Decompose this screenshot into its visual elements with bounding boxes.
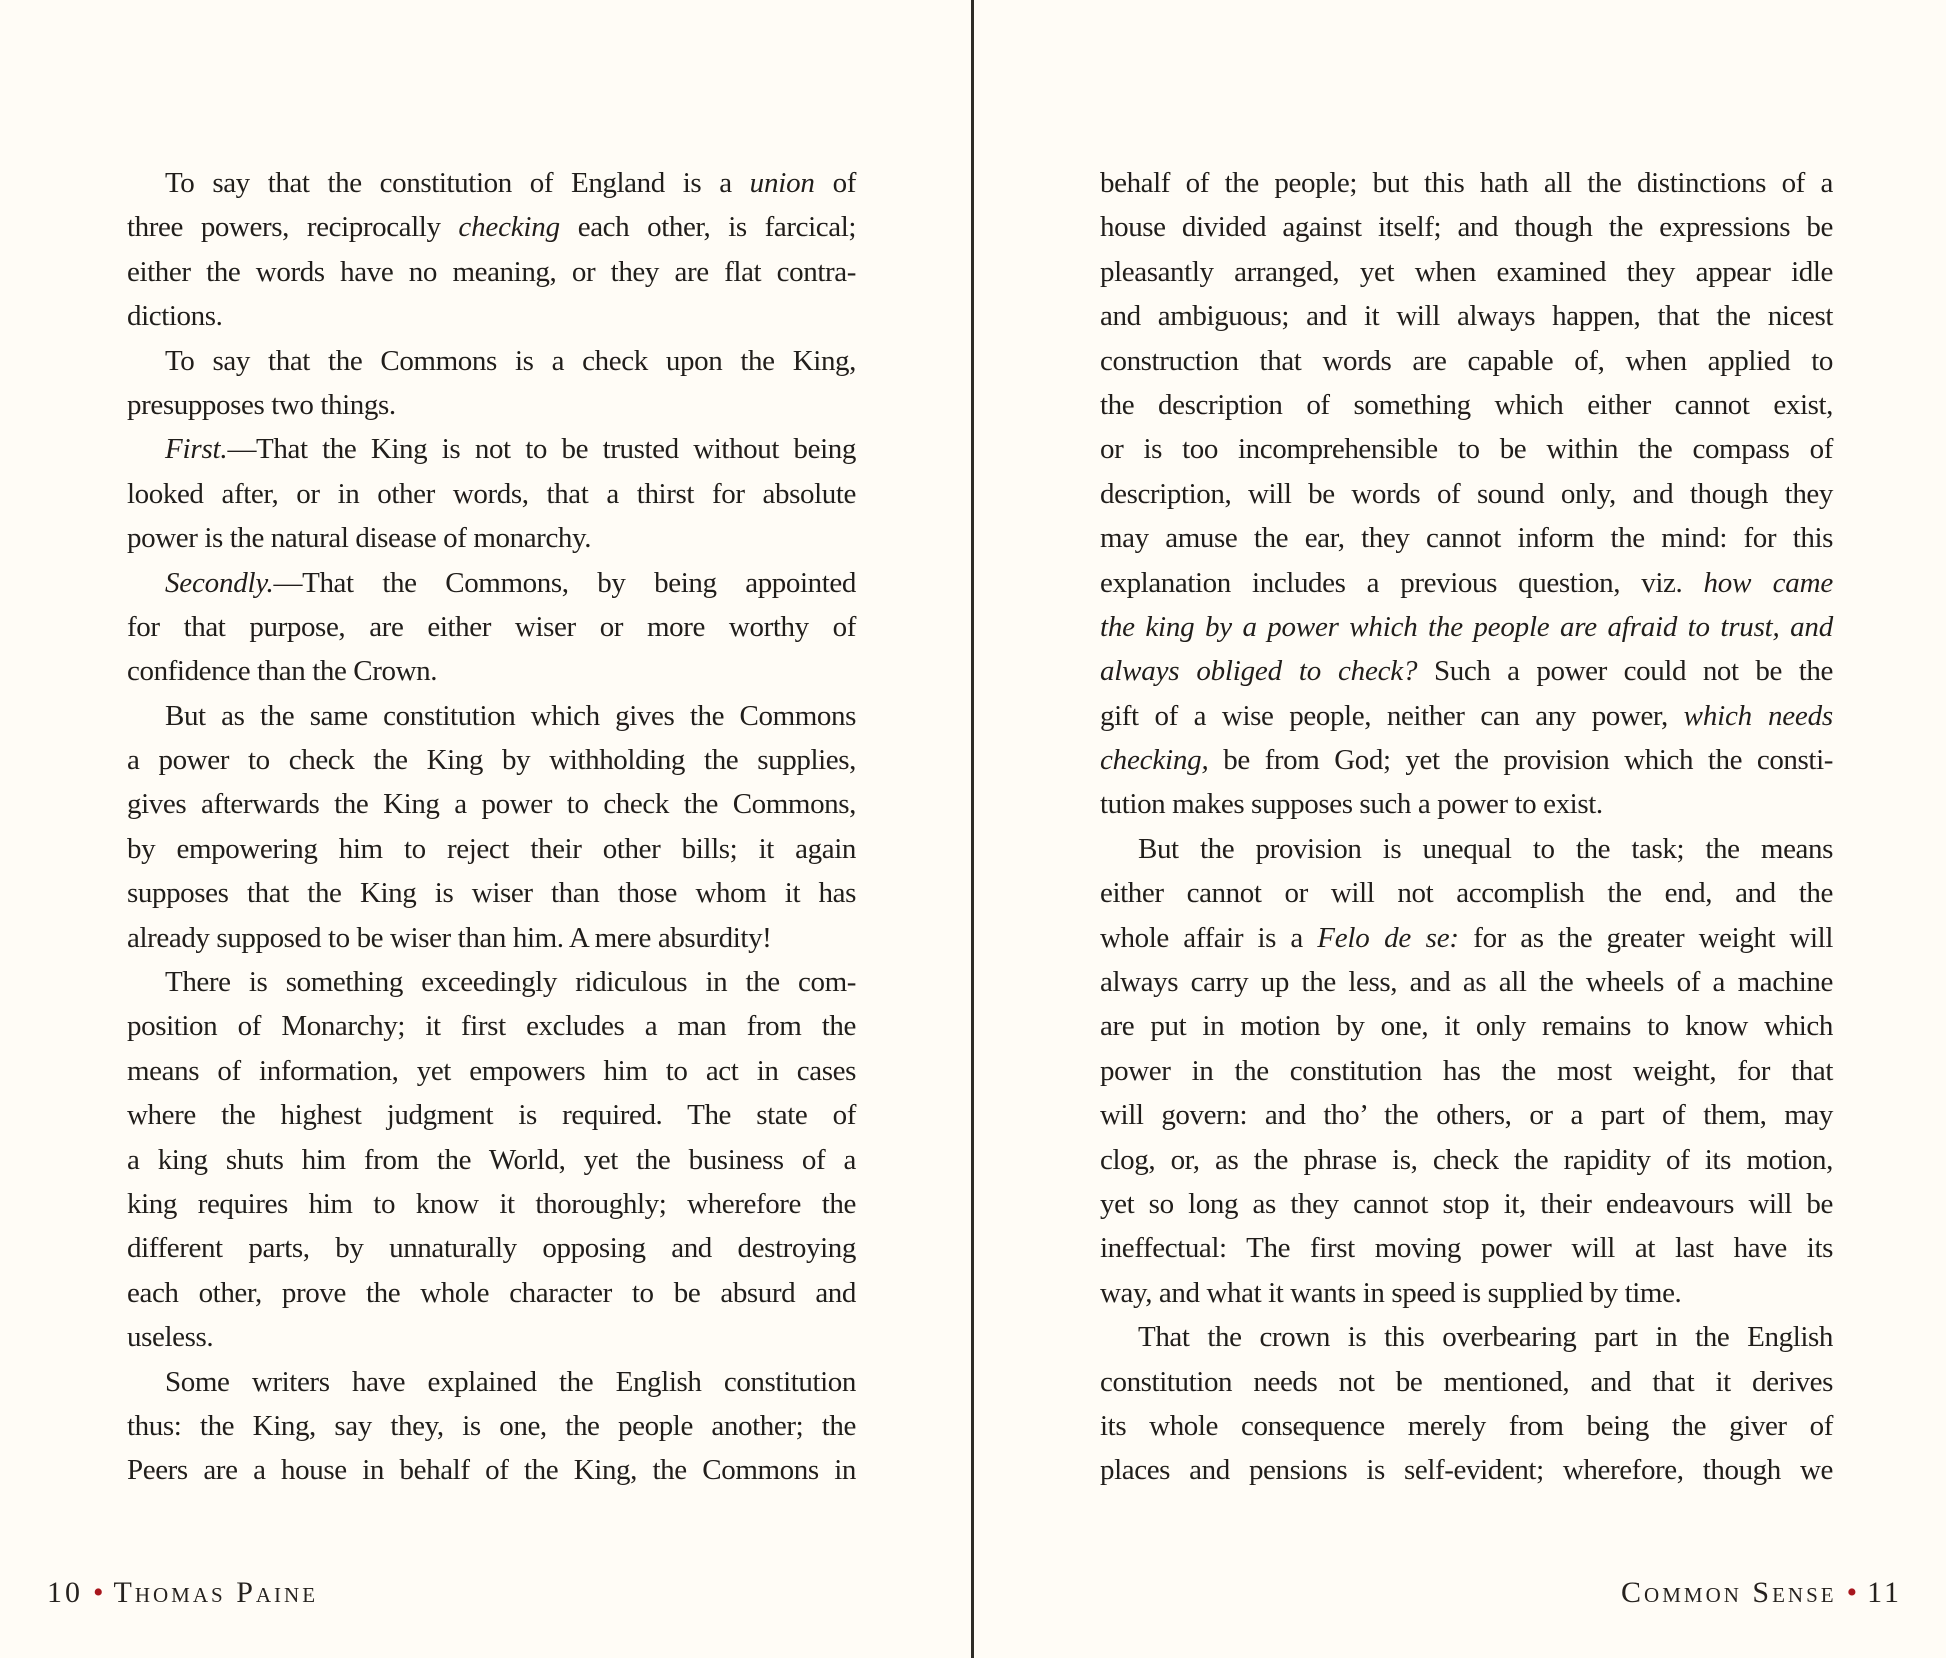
text-line <box>1100 1404 1833 1448</box>
page-divider <box>971 0 974 1658</box>
bullet-separator-icon: • <box>93 1576 104 1609</box>
text-run: description, will be words of sound only, and though they <box>1100 477 1833 510</box>
page-text-column-right <box>1100 161 1833 1493</box>
bullet-separator-icon: • <box>1846 1576 1858 1609</box>
text-run: by empowering him to reject their other bills; it again <box>127 832 856 865</box>
text-line <box>127 738 856 782</box>
text-line <box>1100 694 1833 738</box>
text-line <box>1100 871 1833 915</box>
page-footer-right <box>1621 1576 1902 1610</box>
text-line <box>1100 427 1833 471</box>
text-run: ineffectual: The first moving power will at last have its <box>1100 1232 1833 1265</box>
page-text-column-left <box>127 161 856 1493</box>
text-line <box>1100 738 1833 782</box>
text-line <box>1100 960 1833 1004</box>
text-line <box>1100 1182 1833 1226</box>
text-run: are put in motion by one, it only remains to know which <box>1100 1010 1833 1043</box>
text-run: king requires him to know it thoroughly; wherefore the <box>127 1187 856 1220</box>
italic-text-run: Secondly. <box>165 566 274 599</box>
text-run: will govern: and tho’ the others, or a part of them, may <box>1100 1099 1833 1132</box>
text-run: To say that the constitution of England is a <box>165 167 750 199</box>
text-run: presupposes two things. <box>127 388 396 421</box>
text-line <box>1100 205 1833 249</box>
text-line <box>127 1049 856 1093</box>
text-run: three powers, reciprocally <box>127 211 459 244</box>
text-line <box>127 1271 856 1315</box>
text-line <box>127 472 856 516</box>
text-line <box>1100 339 1833 383</box>
text-run: Such a power could not be the <box>1417 655 1833 688</box>
text-line <box>1100 383 1833 427</box>
text-run: gift of a wise people, neither can any power, <box>1100 699 1684 732</box>
text-run: whole affair is a <box>1100 921 1318 954</box>
page-footer-left <box>47 1576 318 1610</box>
text-run: places and pensions is self-evident; wherefore, though we <box>1100 1454 1833 1487</box>
text-line <box>127 827 856 871</box>
text-run: for that purpose, are either wiser or more worthy of <box>127 610 856 643</box>
text-line <box>1100 1004 1833 1048</box>
text-line <box>127 205 856 249</box>
text-line <box>127 871 856 915</box>
text-run: means of information, yet empowers him to act in cases <box>127 1054 856 1087</box>
text-line <box>1100 1315 1833 1359</box>
text-line <box>1100 294 1833 338</box>
text-run: yet so long as they cannot stop it, their endeavours will be <box>1100 1187 1833 1220</box>
text-run: But the provision is unequal to the task; the means <box>1138 832 1833 865</box>
text-line <box>127 1138 856 1182</box>
text-line <box>1100 516 1833 560</box>
text-run: way, and what it wants in speed is supplied by time. <box>1100 1276 1682 1309</box>
text-line <box>127 383 856 427</box>
text-line <box>1100 161 1833 205</box>
text-run: gives afterwards the King a power to check the Commons, <box>127 788 856 821</box>
text-line <box>127 694 856 738</box>
text-run: —That the Commons, by being appointed <box>273 566 856 599</box>
text-line <box>1100 605 1833 649</box>
text-line <box>127 561 856 605</box>
footer-page-number: 11 <box>1867 1576 1902 1609</box>
text-run: may amuse the ear, they cannot inform the mind: for this <box>1100 522 1833 555</box>
text-line <box>1100 1360 1833 1404</box>
text-line <box>127 339 856 383</box>
text-run: explanation includes a previous question, viz. <box>1100 566 1704 599</box>
footer-page-number: 10 <box>47 1576 83 1609</box>
text-run: power in the constitution has the most weight, for that <box>1100 1054 1833 1087</box>
text-run: To say that the Commons is a check upon the King, <box>165 344 856 377</box>
italic-text-run: First. <box>165 433 228 466</box>
text-line <box>127 1360 856 1404</box>
text-run: or is too incomprehensible to be within the compass of <box>1100 433 1833 466</box>
text-run: always carry up the less, and as all the wheels of a machine <box>1100 966 1833 999</box>
text-line <box>127 294 856 338</box>
text-line <box>127 1182 856 1226</box>
text-line <box>127 605 856 649</box>
text-line <box>1100 649 1833 693</box>
text-line <box>127 916 856 960</box>
text-line <box>127 250 856 294</box>
italic-text-run: Felo de se: <box>1317 921 1459 954</box>
text-run: for as the greater weight will <box>1458 921 1833 954</box>
text-line <box>127 960 856 1004</box>
text-line <box>127 1404 856 1448</box>
text-line <box>1100 1049 1833 1093</box>
text-line <box>127 427 856 471</box>
text-line <box>1100 782 1833 826</box>
text-run: —That the King is not to be trusted without being <box>227 433 856 466</box>
footer-book-title: Common Sense <box>1621 1576 1837 1609</box>
text-line <box>127 161 856 205</box>
text-line <box>127 782 856 826</box>
text-run: But as the same constitution which gives the Commons <box>165 699 856 732</box>
text-run: a king shuts him from the World, yet the business of a <box>127 1143 856 1176</box>
footer-author: Thomas Paine <box>113 1576 319 1609</box>
text-line <box>1100 1448 1833 1492</box>
italic-text-run: how came <box>1703 566 1833 599</box>
text-run: where the highest judgment is required. The state of <box>127 1099 856 1132</box>
text-run: There is something exceedingly ridiculous in the com- <box>165 966 856 999</box>
text-run: either cannot or will not accomplish the end, and the <box>1100 877 1833 910</box>
text-run: be from God; yet the provision which the consti- <box>1208 744 1833 777</box>
text-line <box>127 1004 856 1048</box>
italic-text-run: the king by a power which the people are afraid to trust, and <box>1100 610 1833 643</box>
text-run: of <box>814 167 856 199</box>
text-run: Peers are a house in behalf of the King, the Commons in <box>127 1454 856 1487</box>
text-run: That the crown is this overbearing part in the English <box>1138 1321 1833 1354</box>
text-run: power is the natural disease of monarchy. <box>127 522 592 555</box>
text-run: constitution needs not be mentioned, and that it derives <box>1100 1365 1833 1398</box>
text-run: dictions. <box>127 300 223 333</box>
text-run: each other, prove the whole character to be absurd and <box>127 1276 856 1309</box>
text-line <box>1100 561 1833 605</box>
text-run: its whole consequence merely from being the giver of <box>1100 1409 1833 1442</box>
text-line <box>1100 1138 1833 1182</box>
text-run: supposes that the King is wiser than those whom it has <box>127 877 856 910</box>
text-run: construction that words are capable of, when applied to <box>1100 344 1833 377</box>
text-run: house divided against itself; and though the expressions be <box>1100 211 1833 244</box>
italic-text-run: checking, <box>1100 744 1209 777</box>
text-line <box>127 1315 856 1359</box>
text-run: a power to check the King by withholding the supplies, <box>127 744 856 777</box>
text-run: useless. <box>127 1321 214 1354</box>
text-run: tution makes supposes such a power to exist. <box>1100 788 1603 821</box>
text-line <box>1100 827 1833 871</box>
text-line <box>127 1448 856 1492</box>
text-line <box>127 516 856 560</box>
text-run: thus: the King, say they, is one, the people another; the <box>127 1409 856 1442</box>
italic-text-run: which needs <box>1683 699 1833 732</box>
text-run: and ambiguous; and it will always happen, that the nicest <box>1100 300 1833 333</box>
text-line <box>1100 1271 1833 1315</box>
text-run: each other, is farcical; <box>559 211 857 244</box>
text-line <box>1100 250 1833 294</box>
text-line <box>1100 916 1833 960</box>
text-run: position of Monarchy; it first excludes a man from the <box>127 1010 856 1043</box>
italic-text-run: checking <box>458 211 560 244</box>
text-line <box>127 649 856 693</box>
text-run: already supposed to be wiser than him. A mere absurdity! <box>127 921 772 954</box>
text-run: the description of something which either cannot exist, <box>1100 388 1833 421</box>
text-run: either the words have no meaning, or they are flat contra- <box>127 255 856 288</box>
text-run: different parts, by unnaturally opposing and destroying <box>127 1232 856 1265</box>
text-run: behalf of the people; but this hath all the distinctions of a <box>1100 167 1833 199</box>
text-line <box>1100 1226 1833 1270</box>
text-line <box>127 1093 856 1137</box>
text-run: looked after, or in other words, that a thirst for absolute <box>127 477 856 510</box>
text-run: clog, or, as the phrase is, check the rapidity of its motion, <box>1100 1143 1833 1176</box>
text-line <box>1100 472 1833 516</box>
italic-text-run: always obliged to check? <box>1100 655 1418 688</box>
text-line <box>1100 1093 1833 1137</box>
text-line <box>127 1226 856 1270</box>
italic-text-run: union <box>749 167 815 199</box>
text-run: pleasantly arranged, yet when examined they appear idle <box>1100 255 1833 288</box>
text-run: Some writers have explained the English constitution <box>165 1365 856 1398</box>
text-run: confidence than the Crown. <box>127 655 438 688</box>
